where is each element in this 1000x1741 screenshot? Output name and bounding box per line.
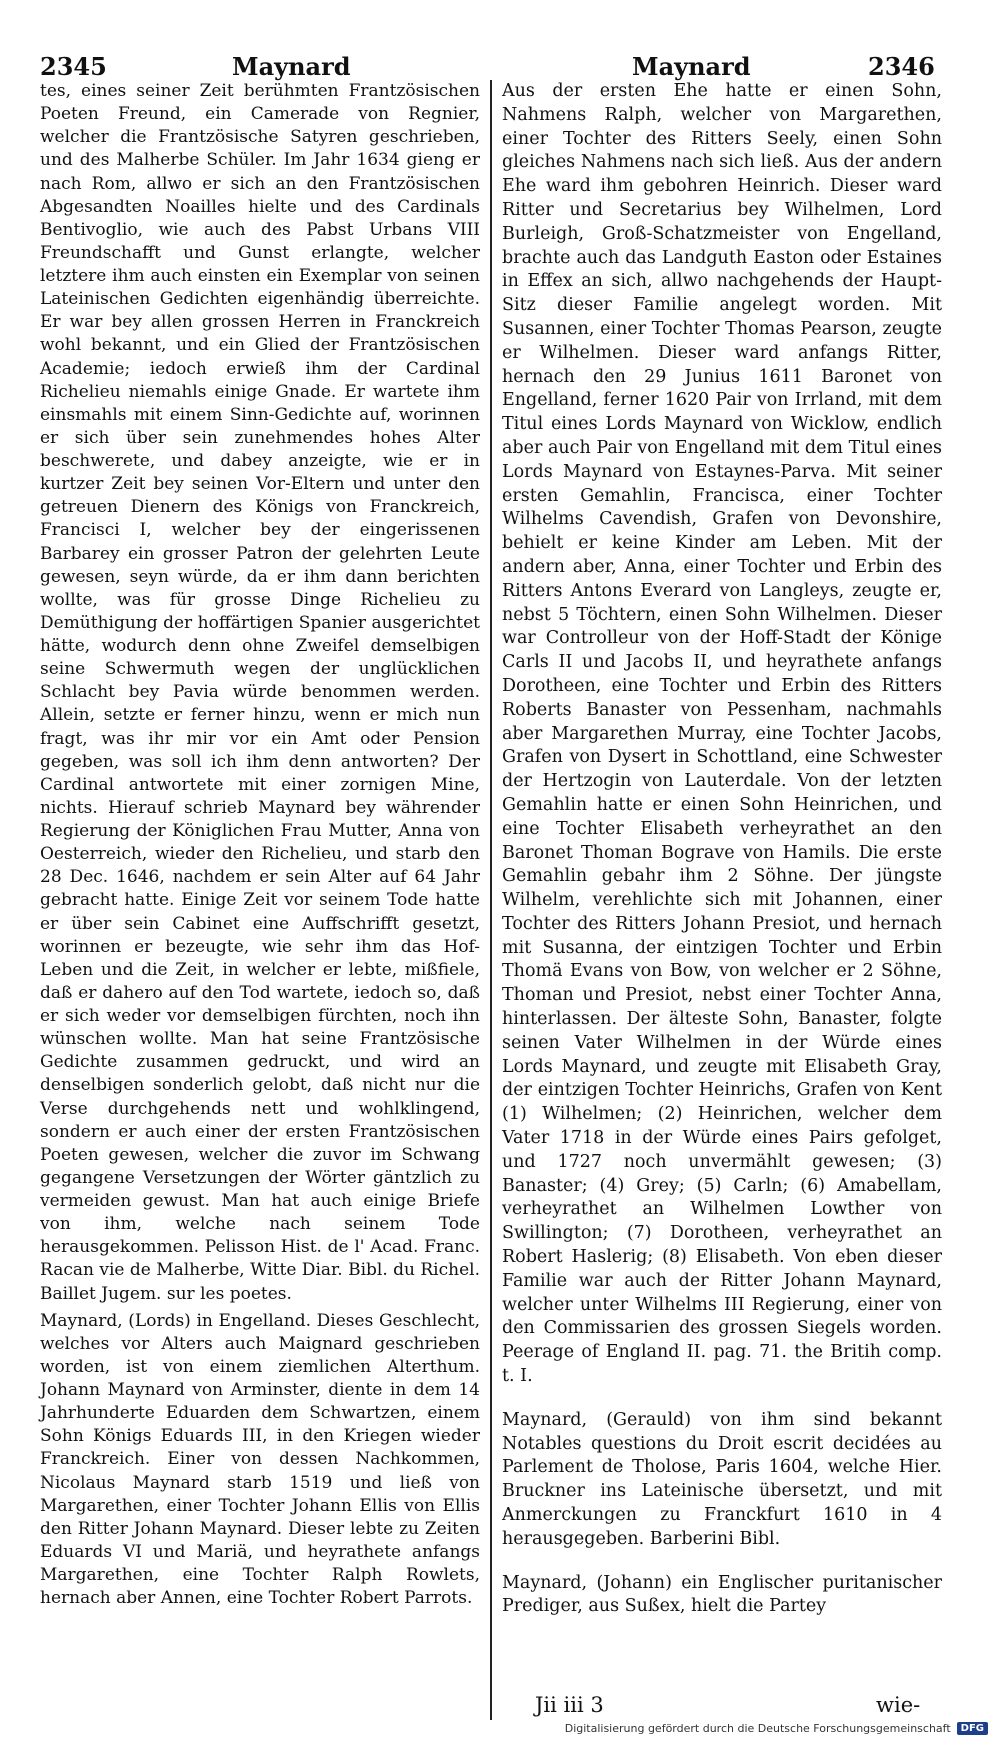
catchword: wie-: [876, 1693, 921, 1717]
signature-mark: Jii iii 3: [535, 1693, 604, 1717]
right-paragraph-1: Aus der ersten Ehe hatte er einen Sohn, Nahmens Ralph, welcher von Margarethen, einer Tochter des Ritters Seely, einen Sohn gleiches Nahmens nach sich ließ. Aus der andern Ehe ward ihm gebohren Heinrich. Dieser ward Ritter und Secretarius bey Wilhelmen, Lord Burleigh, Groß-Schatzmeister von Engelland, brachte auch das Landguth Easton oder Estaines in Effex an sich, allwo nachgehends der Haupt-Sitz dieser Familie angelegt worden. Mit Susannen, einer Tochter Thomas Pearson, zeugte er Wilhelmen. Dieser ward anfangs Ritter, hernach den 29 Junius 1611 Baronet von Engelland, ferner 1620 Pair von Irrland, mit dem Titul eines Lords Maynard von Wicklow, endlich aber auch Pair von Engelland mit dem Titul eines Lords Maynard von Estaynes-Parva. Mit seiner ersten Gemahlin, Francisca, einer Tochter Wilhelms Cavendish, Grafen von Devonshire, behielt er keine Kinder am Leben. Mit der andern aber, Anna, einer Tochter und Erbin des Ritters Antons Everard von Langleys, zeugte er, nebst 5 Töchtern, einen Sohn Wilhelmen. Dieser war Controlleur von der Hoff-Stadt der Könige Carls II und Jacobs II, und heyrathete anfangs Dorotheen, eine Tochter und Erbin des Ritters Roberts Banaster von Pessenham, nachmahls aber Margarethen Murray, eine Tochter Jacobs, Grafen von Dysert in Schottland, eine Schwester der Hertzogin von Lauterdale. Von der letzten Gemahlin hatte er einen Sohn Heinrichen, und eine Tochter Elisabeth verheyrathet an den Baronet Thoman Bograve von Hamils. Die erste Gemahlin gebahr ihm 2 Söhne. Der jüngste Wilhelm, verehlichte sich mit Johannen, einer Tochter des Ritters Johann Presiot, und hernach mit Susanna, der eintzigen Tochter und Erbin Thomä Evans von Bow, von welcher er 2 Söhne, Thoman und Presiot, nebst einer Tochter Anna, hinterlassen. Der älteste Sohn, Banaster, folgte seinen Vater Wilhelmen in der Würde eines Lords Maynard, und zeugte mit Elisabeth Gray, der eintzigen Tochter Heinrichs, Grafen von Kent (1) Wilhelmen; (2) Heinrichen, welcher dem Vater 1718 in der Würde eines Pairs gefolget, und 1727 noch unvermählt gewesen; (3) Banaster; (4) Grey; (5) Carln; (6) Amabellam, verheyrathet an Wilhelmen Lowther von Swillington; (7) Dorotheen, verheyrathet an Robert Haslerig; (8) Elisabeth. Von eben dieser Familie war auch der Ritter Johann Maynard, welcher unter Wilhelms III Regierung, einer von den Commissarien des grossen Siegels worden. Peerage of England II. pag. 71. the Britih comp. t. I.: [502, 81, 942, 1387]
right-column: [502, 80, 942, 1619]
left-paragraph-1: tes, eines seiner Zeit berühmten Frantzösischen Poeten Freund, ein Camerade von Regnier, welcher die Frantzösische Satyren geschrieben, und des Malherbe Schüler. Im Jahr 1634 gieng er nach Rom, allwo er sich an den Frantzösischen Abgesandten Noailles hielte und des Cardinals Bentivoglio, wie auch des Pabst Urbans VIII Freundschafft und Gunst erlangte, welcher letztere ihm auch einsten ein Exemplar von seinen Lateinischen Gedichten eigenhändig überreichte. Er war bey allen grossen Herren in Franckreich wohl bekannt, und ein Glied der Frantzösischen Academie; iedoch erwieß ihm der Cardinal Richelieu niemahls einige Gnade. Er wartete ihm einsmahls mit einem Sinn-Gedichte auf, worinnen er sich über sein zunehmendes hohes Alter beschwerete, und dabey anzeigte, wie er in kurtzer Zeit bey seinen Vor-Eltern und unter den getreuen Dienern des Königs von Franckreich, Francisci I, welcher bey der eingerissenen Barbarey ein grosser Patron der gelehrten Leute gewesen, seyn würde, da er ihm dann berichten wollte, was für grosse Dinge Richelieu zu Demüthigung der hoffärtigen Spanier ausgerichtet hätte, wodurch denn ohne Zweifel demselbigen seine Schwermuth wegen der unglücklichen Schlacht bey Pavia würde benommen werden. Allein, setzte er ferner hinzu, wenn er mich nun fragt, was ihr mir vor ein Amt oder Pension gegeben, was soll ich ihm denn antworten? Der Cardinal antwortete mit einer zornigen Mine, nichts. Hierauf schrieb Maynard bey währender Regierung der Königlichen Frau Mutter, Anna von Oesterreich, wieder den Richelieu, und starb den 28 Dec. 1646, nachdem er sein Alter auf 64 Jahr gebracht hatte. Einige Zeit vor seinem Tode hatte er über sein Cabinet eine Auffschrifft gesetzt, worinnen er bezeugte, wie sehr ihm das Hof-Leben und die Zeit, in welcher er lebte, mißfiele, daß er dahero auf den Tod wartete, iedoch so, daß er sich weder vor demselbigen fürchten, noch ihn wünschen wollte. Man hat seine Frantzösische Gedichte zusammen gedruckt, und wird an denselbigen sonderlich gelobt, daß nicht nur die Verse durchgehends nett und wohlklingend, sondern er auch einer der ersten Frantzösischen Poeten gewesen, welcher die zuvor im Schwang gegangene Versetzungen der Wörter gäntzlich zu vermeiden gewust. Man hat auch einige Briefe von ihm, welche nach seinem Tode herausgekommen. Pelisson Hist. de l' Acad. Franc. Racan vie de Malherbe, Witte Diar. Bibl. du Richel. Baillet Jugem. sur les poetes.: [40, 81, 480, 1304]
right-paragraph-3: Maynard, (Johann) ein Englischer puritanischer Prediger, aus Sußex, hielt die Partey: [502, 1572, 942, 1617]
page-number-left: 2345: [40, 52, 107, 81]
dfg-logo-icon: DFG: [957, 1722, 988, 1735]
column-divider: [490, 80, 492, 1720]
footer-text: Digitalisierung gefördert durch die Deutsche Forschungsgemeinschaft: [564, 1722, 951, 1735]
right-paragraph-2: Maynard, (Gerauld) von ihm sind bekannt Notables questions du Droit escrit decidées au Parlement de Tholose, Paris 1604, welche Hier. Bruckner ins Lateinische übersetzt, und mit Anmerckungen zu Franckfurt 1610 in 4 herausgegeben. Barberini Bibl.: [502, 1409, 942, 1549]
running-title-right: Maynard: [632, 52, 751, 81]
left-paragraph-2: Maynard, (Lords) in Engelland. Dieses Geschlecht, welches vor Alters auch Maignard geschrieben worden, ist von einem ziemlichen Alterthum. Johann Maynard von Arminster, diente in dem 14 Jahrhunderte Eduarden dem Schwartzen, einem Sohn Königs Eduards III, in den Kriegen wieder Franckreich. Einer von dessen Nachkommen, Nicolaus Maynard starb 1519 und ließ von Margarethen, einer Tochter Johann Ellis von Ellis den Ritter Johann Maynard. Dieser lebte zu Zeiten Eduards VI und Mariä, und heyrathete anfangs Margarethen, eine Tochter Ralph Rowlets, hernach aber Annen, eine Tochter Robert Parrots.: [40, 1310, 480, 1609]
left-column: [40, 80, 480, 1610]
page-number-right: 2346: [868, 52, 935, 81]
digitization-footer: [565, 1722, 988, 1735]
running-title-left: Maynard: [232, 52, 351, 81]
